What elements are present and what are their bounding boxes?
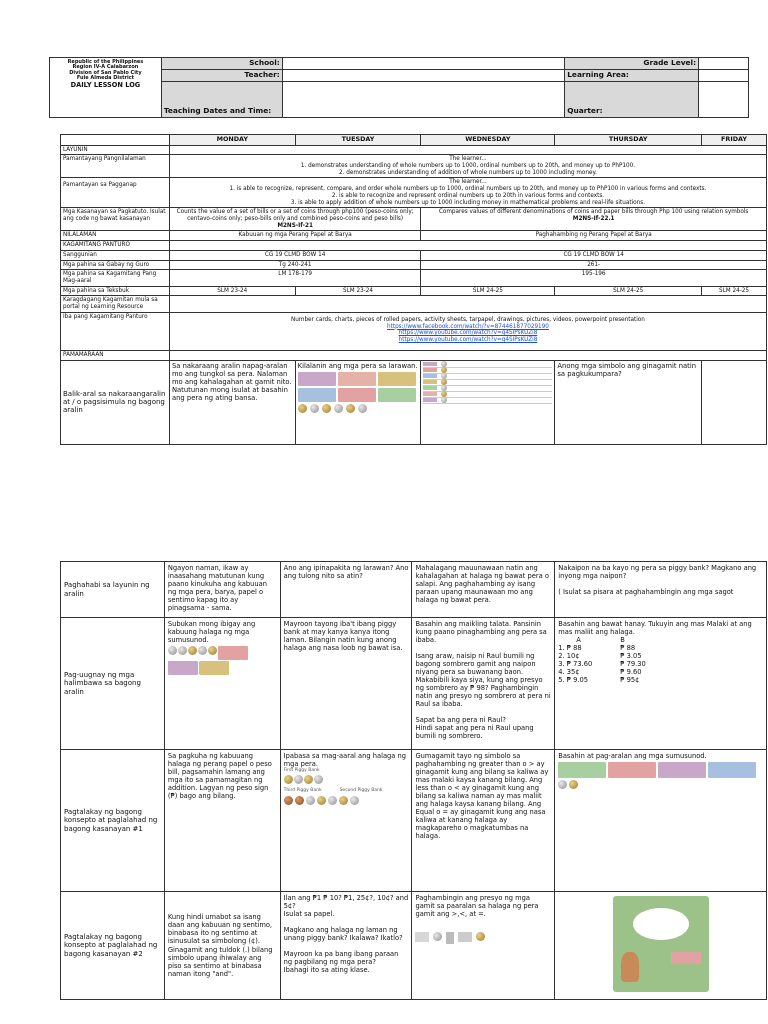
kasanayan-right-code: M2NS-If-22.1	[572, 216, 615, 223]
kagamitang-label: KAGAMITANG PANTURO	[61, 241, 170, 251]
coin-icon	[346, 404, 355, 413]
day-monday: MONDAY	[169, 135, 295, 146]
money-lesson-illustration	[613, 896, 709, 992]
compare-item	[558, 660, 763, 668]
coin-icon	[358, 404, 367, 413]
pag-uugnay-monday	[164, 618, 280, 750]
corner-cell	[61, 135, 170, 146]
learning-area-label: Learning Area:	[565, 70, 699, 82]
coin-icon	[558, 780, 567, 789]
peso-coins-image	[298, 404, 419, 413]
teksbuk-thursday: SLM 24-25	[555, 286, 702, 296]
gabay-right: 261-	[421, 260, 767, 270]
lesson-table-page2	[60, 561, 767, 1000]
teacher-label: Teacher:	[161, 70, 282, 82]
teksbuk-wednesday: SLM 24-25	[421, 286, 555, 296]
coin-icon	[198, 646, 207, 655]
coin-icon	[569, 780, 578, 789]
talakay2-tuesday: Ilan ang ₱1 ₱ 10? ₱1, 25¢?, 10¢? and 5¢? Isulat sa papel. Magkano ang halaga ng laman ng unang piggy bank? Ikalawa? Ikatlo? Mayroon ka pa bang ibang paraan ng pagbilang ng mga pera? Ibahagi ito sa ating klase.	[280, 892, 412, 1000]
sanggunian-right: CG 19 CLMD BOW 14	[421, 250, 767, 260]
quarter-field[interactable]	[699, 82, 749, 118]
grade-level-label: Grade Level:	[565, 58, 699, 70]
balik-aral-thursday: Anong mga simbolo ang ginagamit natin sa pagkukumpara?	[555, 360, 702, 444]
talakay2-monday: Kung hindi umabot sa isang daan ang kabuuan ng sentimo, binabasa ito ng sentimo at isinusulat sa simbolong (¢). Ginagamit ang tuldok (.) bilang simbolo upang ihiwalay ang piso sa sentimo at binabasa naman itong "and".	[164, 892, 280, 1000]
money-study-image	[558, 762, 763, 789]
nilalaman-right: Paghahambing ng Perang Papel at Barya	[421, 231, 767, 241]
kasanayan-left-code: M2NS-If-21	[277, 222, 313, 229]
talakay1-thursday	[555, 750, 767, 892]
coin-set-image	[168, 646, 277, 675]
coin-icon	[339, 796, 348, 805]
pg-line-3: 3. is able to apply addition of whole numbers up to 1000 including money in mathematical problems and real-life situations.	[290, 199, 645, 206]
paghahabi-thursday: Nakaipon na ba kayo ng pera sa piggy bank? Magkano ang inyong mga naipon? ( Isulat sa pisara at paghahambingin ang mga sagot	[555, 562, 767, 618]
coin-icon	[284, 796, 293, 805]
talakay2-thursday	[555, 892, 767, 1000]
day-wednesday: WEDNESDAY	[421, 135, 555, 146]
bill-icon	[199, 661, 229, 675]
bill-icon	[558, 762, 606, 778]
teacher-field[interactable]	[282, 70, 565, 82]
item-a: 1. ₱ 88	[558, 644, 582, 653]
bill-icon	[168, 661, 198, 675]
pp-line-0: The learner...	[449, 156, 487, 163]
coin-icon	[304, 775, 313, 784]
pg-line-1: 1. is able to recognize, represent, compare, and order whole numbers up to 1000, ordinal numbers up to 20th, and money up to PhP100 in various forms and contexts.	[229, 186, 707, 193]
item-a: 3. ₱ 73.60	[558, 660, 593, 669]
bill-50-icon	[338, 372, 376, 386]
supply-icon	[446, 932, 454, 944]
dates-field[interactable]	[282, 82, 565, 118]
paghahabi-label: Paghahabi sa layunin ng aralin	[61, 562, 165, 618]
coin-icon	[476, 932, 485, 941]
karagdagang-cell	[169, 296, 766, 312]
school-info	[50, 58, 162, 118]
school-supplies-image	[415, 932, 551, 944]
column-a-label: A	[576, 636, 581, 645]
child-figure-icon	[621, 952, 639, 982]
pg-line-0: The learner...	[449, 179, 487, 186]
pag-uugnay-wednesday: Basahin ang maikling talata. Pansinin kung paano pinaghambing ang pera sa ibaba. Isang araw, naisip ni Raul bumili ng bagong sombrero gamit ang naipon niyang pera sa buwanang baon. Makabibili kaya siya, kung ang presyo ng sombrero ay ₱ 98? Paghambingin natin ang presyo ng sombrero at pera ni Raul sa ibaba. Sapat ba ang pera ni Raul? Hindi sapat ang pera ni Raul upang bumili ng sombrero.	[412, 618, 555, 750]
piggy-bank-1-coins	[284, 775, 409, 784]
nilalaman-label: NILALAMAN	[61, 231, 170, 241]
pag-uugnay-label: Pag-uugnay ng mga halimbawa sa bagong aralin	[61, 618, 165, 750]
dll-title: DAILY LESSON LOG	[70, 81, 141, 89]
compare-item	[558, 652, 763, 660]
piggy-bank-2-3-coins	[284, 796, 409, 805]
peso-bills-image	[298, 372, 419, 402]
money-matching-worksheet-image	[423, 362, 552, 404]
item-b: ₱ 88	[620, 644, 636, 653]
lesson-table-page1	[60, 134, 767, 445]
pamamaraan-label: PAMAMARAAN	[61, 350, 170, 360]
karagdagang-label: Karagdagang Kagamitan mula sa portal ng Learning Resource	[61, 296, 170, 312]
balik-aral-label: Balik-aral sa nakaraangaralin at / o pagsisimula ng bagong aralin	[61, 360, 170, 444]
school-line-2: Region IV-A Calabarzon	[72, 64, 139, 71]
coin-icon	[310, 404, 319, 413]
pamamaraan-cell	[169, 350, 766, 360]
kasanayan-right	[421, 208, 767, 231]
talakay1-thursday-text: Basahin at pag-aralan ang mga sumusunod.	[558, 752, 707, 760]
paghahabi-tuesday: Ano ang ipinapakita ng larawan? Ano ang tulong nito sa atin?	[280, 562, 412, 618]
km-right: 195-196	[421, 270, 767, 286]
pg-line-2: 2. is able to recognize and represent ordinal numbers up to 20th in various forms and contexts.	[331, 192, 605, 199]
km-left: LM 178-179	[169, 270, 420, 286]
resource-link-3[interactable]: https://www.youtube.com/watch?v=q4SIPsKUZi8	[398, 337, 538, 344]
bill-100-icon	[338, 388, 376, 402]
compare-columns-header	[558, 636, 763, 644]
coin-icon	[350, 796, 359, 805]
dates-label: Teaching Dates and Time:	[161, 82, 282, 118]
paghahabi-monday: Ngayon naman, ikaw ay inaasahang matutunan kung paano kinukuha ang kabuuan ng mga pera, barya, papel o sentimo kapag ito ay pinagsama - sama.	[164, 562, 280, 618]
item-b: ₱ 9.60	[620, 668, 642, 677]
balik-aral-wednesday	[421, 360, 555, 444]
pp-line-2: 2. demonstrates understanding of addition of whole numbers up to 1000 including money.	[339, 169, 597, 176]
worksheet-row	[423, 398, 552, 404]
talakay1-label: Pagtalakay ng bagong konsepto at paglalahad ng bagong kasanayan #1	[61, 750, 165, 892]
school-line-1: Republic of the Philippines	[67, 59, 144, 65]
coin-icon	[314, 775, 323, 784]
day-thursday: THURSDAY	[555, 135, 702, 146]
teksbuk-monday: SLM 23-24	[169, 286, 295, 296]
sanggunian-left: CG 19 CLMD BOW 14	[169, 250, 420, 260]
item-b: ₱ 79.30	[620, 660, 646, 669]
coin-icon	[334, 404, 343, 413]
pag-uugnay-thursday	[555, 618, 767, 750]
talakay1-monday: Sa pagkuha ng kabuuang halaga ng perang papel o peso bill, pagsamahin lamang ang mga ito sa pamamagitan ng addition. Lagyan ng peso sign (₱) bago ang bilang.	[164, 750, 280, 892]
item-a: 2. 10¢	[558, 652, 580, 661]
balik-aral-tuesday	[295, 360, 421, 444]
compare-item	[558, 644, 763, 652]
nilalaman-left: Kabuuan ng mga Perang Papel at Barya	[169, 231, 420, 241]
bill-icon	[671, 952, 701, 964]
school-line-4: Fule Almeda District	[76, 74, 135, 81]
coin-icon	[168, 646, 177, 655]
resource-link-2[interactable]: https://www.youtube.com/watch?v=q4SIPsKUZi8	[398, 330, 538, 337]
talakay2-wednesday	[412, 892, 555, 1000]
day-friday: FRIDAY	[702, 135, 767, 146]
coin-icon	[317, 796, 326, 805]
bill-1000-icon	[298, 388, 336, 402]
paghahabi-wednesday: Mahalagang mauunawaan natin ang kahalagahan at halaga ng bawat pera o salapi. Ang paghahambing ay isang paraan upang maunawaan mo ang halaga ng bawat pera.	[412, 562, 555, 618]
talakay2-wednesday-text: Paghambingin ang presyo ng mga gamit sa paaralan sa halaga ng pera gamit ang >,<, at =.	[415, 894, 539, 919]
layunin-cell	[169, 145, 766, 155]
coin-icon	[208, 646, 217, 655]
item-b: ₱ 3.05	[620, 652, 642, 661]
coin-icon	[298, 404, 307, 413]
bill-500-icon	[378, 372, 416, 386]
iba-pang-text: Number cards, charts, pieces of rolled papers, activity sheets, tarpapel, drawings, pictures, videos, powerpoint presentation	[291, 316, 645, 323]
gabay-left: Tg 240-241	[169, 260, 420, 270]
item-b: ₱ 95¢	[620, 676, 640, 685]
pamantayang-pangnilalaman-label: Pamantayang Pangnilalaman	[61, 155, 170, 178]
coin-icon	[433, 932, 442, 941]
column-b-label: B	[620, 636, 625, 645]
bill-200-icon	[378, 388, 416, 402]
resource-link-1[interactable]: https://www.facebook.com/watch/?v=874461877029190	[387, 323, 549, 330]
pamantayang-pangnilalaman-text	[169, 155, 766, 178]
talakay1-tuesday	[280, 750, 412, 892]
balik-aral-monday: Sa nakaraang aralin napag-aralan mo ang tungkol sa pera. Nalaman mo ang kahalagahan at gamit nito. Natutunan mong isulat at basahin ang pera ng ating bansa.	[169, 360, 295, 444]
bill-icon	[608, 762, 656, 778]
balik-aral-friday	[702, 360, 767, 444]
teksbuk-label: Mga pahina sa Teksbuk	[61, 286, 170, 296]
kagamitang-cell	[169, 241, 766, 251]
layunin-label: LAYUNIN	[61, 145, 170, 155]
school-label: School:	[161, 58, 282, 70]
piggy-bank-1-caption: First Piggy Bank	[283, 768, 320, 774]
piggy-bank-3-caption: Third Piggy Bank	[283, 788, 322, 794]
iba-pang-cell	[169, 312, 766, 350]
talakay1-wednesday: Gumagamit tayo ng simbolo sa paghahambing ng greater than o > ay ginagamit kung ang bilang sa kaliwa ay mas malaki kaysa kanang bilang. Ang less than o < ay ginagamit kung ang bilang sa kaliwa naman ay mas maliit ang halaga kaysa kanang bilang. Ang Equal o = ay ginagamit kung ang nasa kaliwa at kanang halaga ay magkapareho o magkatumbas na halaga.	[412, 750, 555, 892]
school-field[interactable]	[282, 58, 565, 70]
bill-icon	[658, 762, 706, 778]
supply-icon	[415, 932, 429, 942]
kagamitang-mag-aaral-label: Mga pahina sa Kagamitang Pang Mag-aaral	[61, 270, 170, 286]
day-tuesday: TUESDAY	[295, 135, 421, 146]
bill-icon	[218, 646, 248, 660]
talakay2-label: Pagtalakay ng bagong konsepto at paglalahad ng bagong kasanayan #2	[61, 892, 165, 1000]
pamantayan-pagganap-text	[169, 178, 766, 208]
pamantayan-pagganap-label: Pamantayan sa Pagganap	[61, 178, 170, 208]
gabay-label: Mga pahina sa Gabay ng Guro	[61, 260, 170, 270]
item-a: 5. ₱ 9.05	[558, 676, 589, 685]
quarter-label: Quarter:	[565, 82, 699, 118]
grade-level-field[interactable]	[699, 58, 749, 70]
coin-icon	[284, 775, 293, 784]
bill-20-icon	[298, 372, 336, 386]
balik-aral-tuesday-text: Kilalanin ang mga pera sa larawan.	[297, 361, 418, 370]
coin-icon	[294, 775, 303, 784]
kasanayan-left	[169, 208, 420, 231]
coin-icon	[322, 404, 331, 413]
dll-header-table	[49, 57, 749, 118]
sanggunian-label: Sanggunian	[61, 250, 170, 260]
coin-icon	[306, 796, 315, 805]
speech-bubble-icon	[633, 908, 689, 940]
compare-item	[558, 676, 763, 684]
kasanayan-right-text: Compares values of different denominations of coins and paper bills through Php 100 using relation symbols	[438, 209, 749, 216]
pag-uugnay-tuesday: Mayroon tayong iba't ibang piggy bank at may kanya kanya itong laman. Bilangin natin kung anong halaga ang nasa loob ng bawat isa.	[280, 618, 412, 750]
bill-icon	[708, 762, 756, 778]
coin-icon	[188, 646, 197, 655]
learning-area-field[interactable]	[699, 70, 749, 82]
piggy-bank-2-caption: Second Piggy Bank	[339, 788, 383, 794]
item-a: 4. 35¢	[558, 668, 580, 677]
compare-item	[558, 668, 763, 676]
kasanayan-left-text: Counts the value of a set of bills or a set of coins through php100 (peso-coins only; centavo-coins only; peso-bills only and combined peso-coins and peso bills)	[176, 209, 414, 223]
pag-uugnay-monday-text: Subukan mong ibigay ang kabuung halaga ng mga sumusunod.	[167, 620, 256, 645]
teksbuk-tuesday: SLM 23-24	[295, 286, 421, 296]
pag-uugnay-thursday-intro: Basahin ang bawat hanay. Tukuyin ang mas Malaki at ang mas maliit ang halaga.	[558, 620, 752, 637]
supply-icon	[458, 932, 472, 942]
iba-pang-label: Iba pang Kagamitang Panturo	[61, 312, 170, 350]
coin-icon	[328, 796, 337, 805]
talakay1-tuesday-text: Ipabasa sa mag-aaral ang halaga ng mga pera.	[283, 752, 406, 769]
pp-line-1: 1. demonstrates understanding of whole numbers up to 1000, ordinal numbers up to 20th, and money up to PhP100.	[300, 162, 636, 169]
coin-icon	[295, 796, 304, 805]
kasanayan-label: Mga Kasanayan sa Pagkatuto. Isulat ang code ng bawat kasanayan	[61, 208, 170, 231]
school-line-3: Division of San Pablo City	[69, 69, 142, 76]
coin-icon	[178, 646, 187, 655]
teksbuk-friday: SLM 24-25	[702, 286, 767, 296]
